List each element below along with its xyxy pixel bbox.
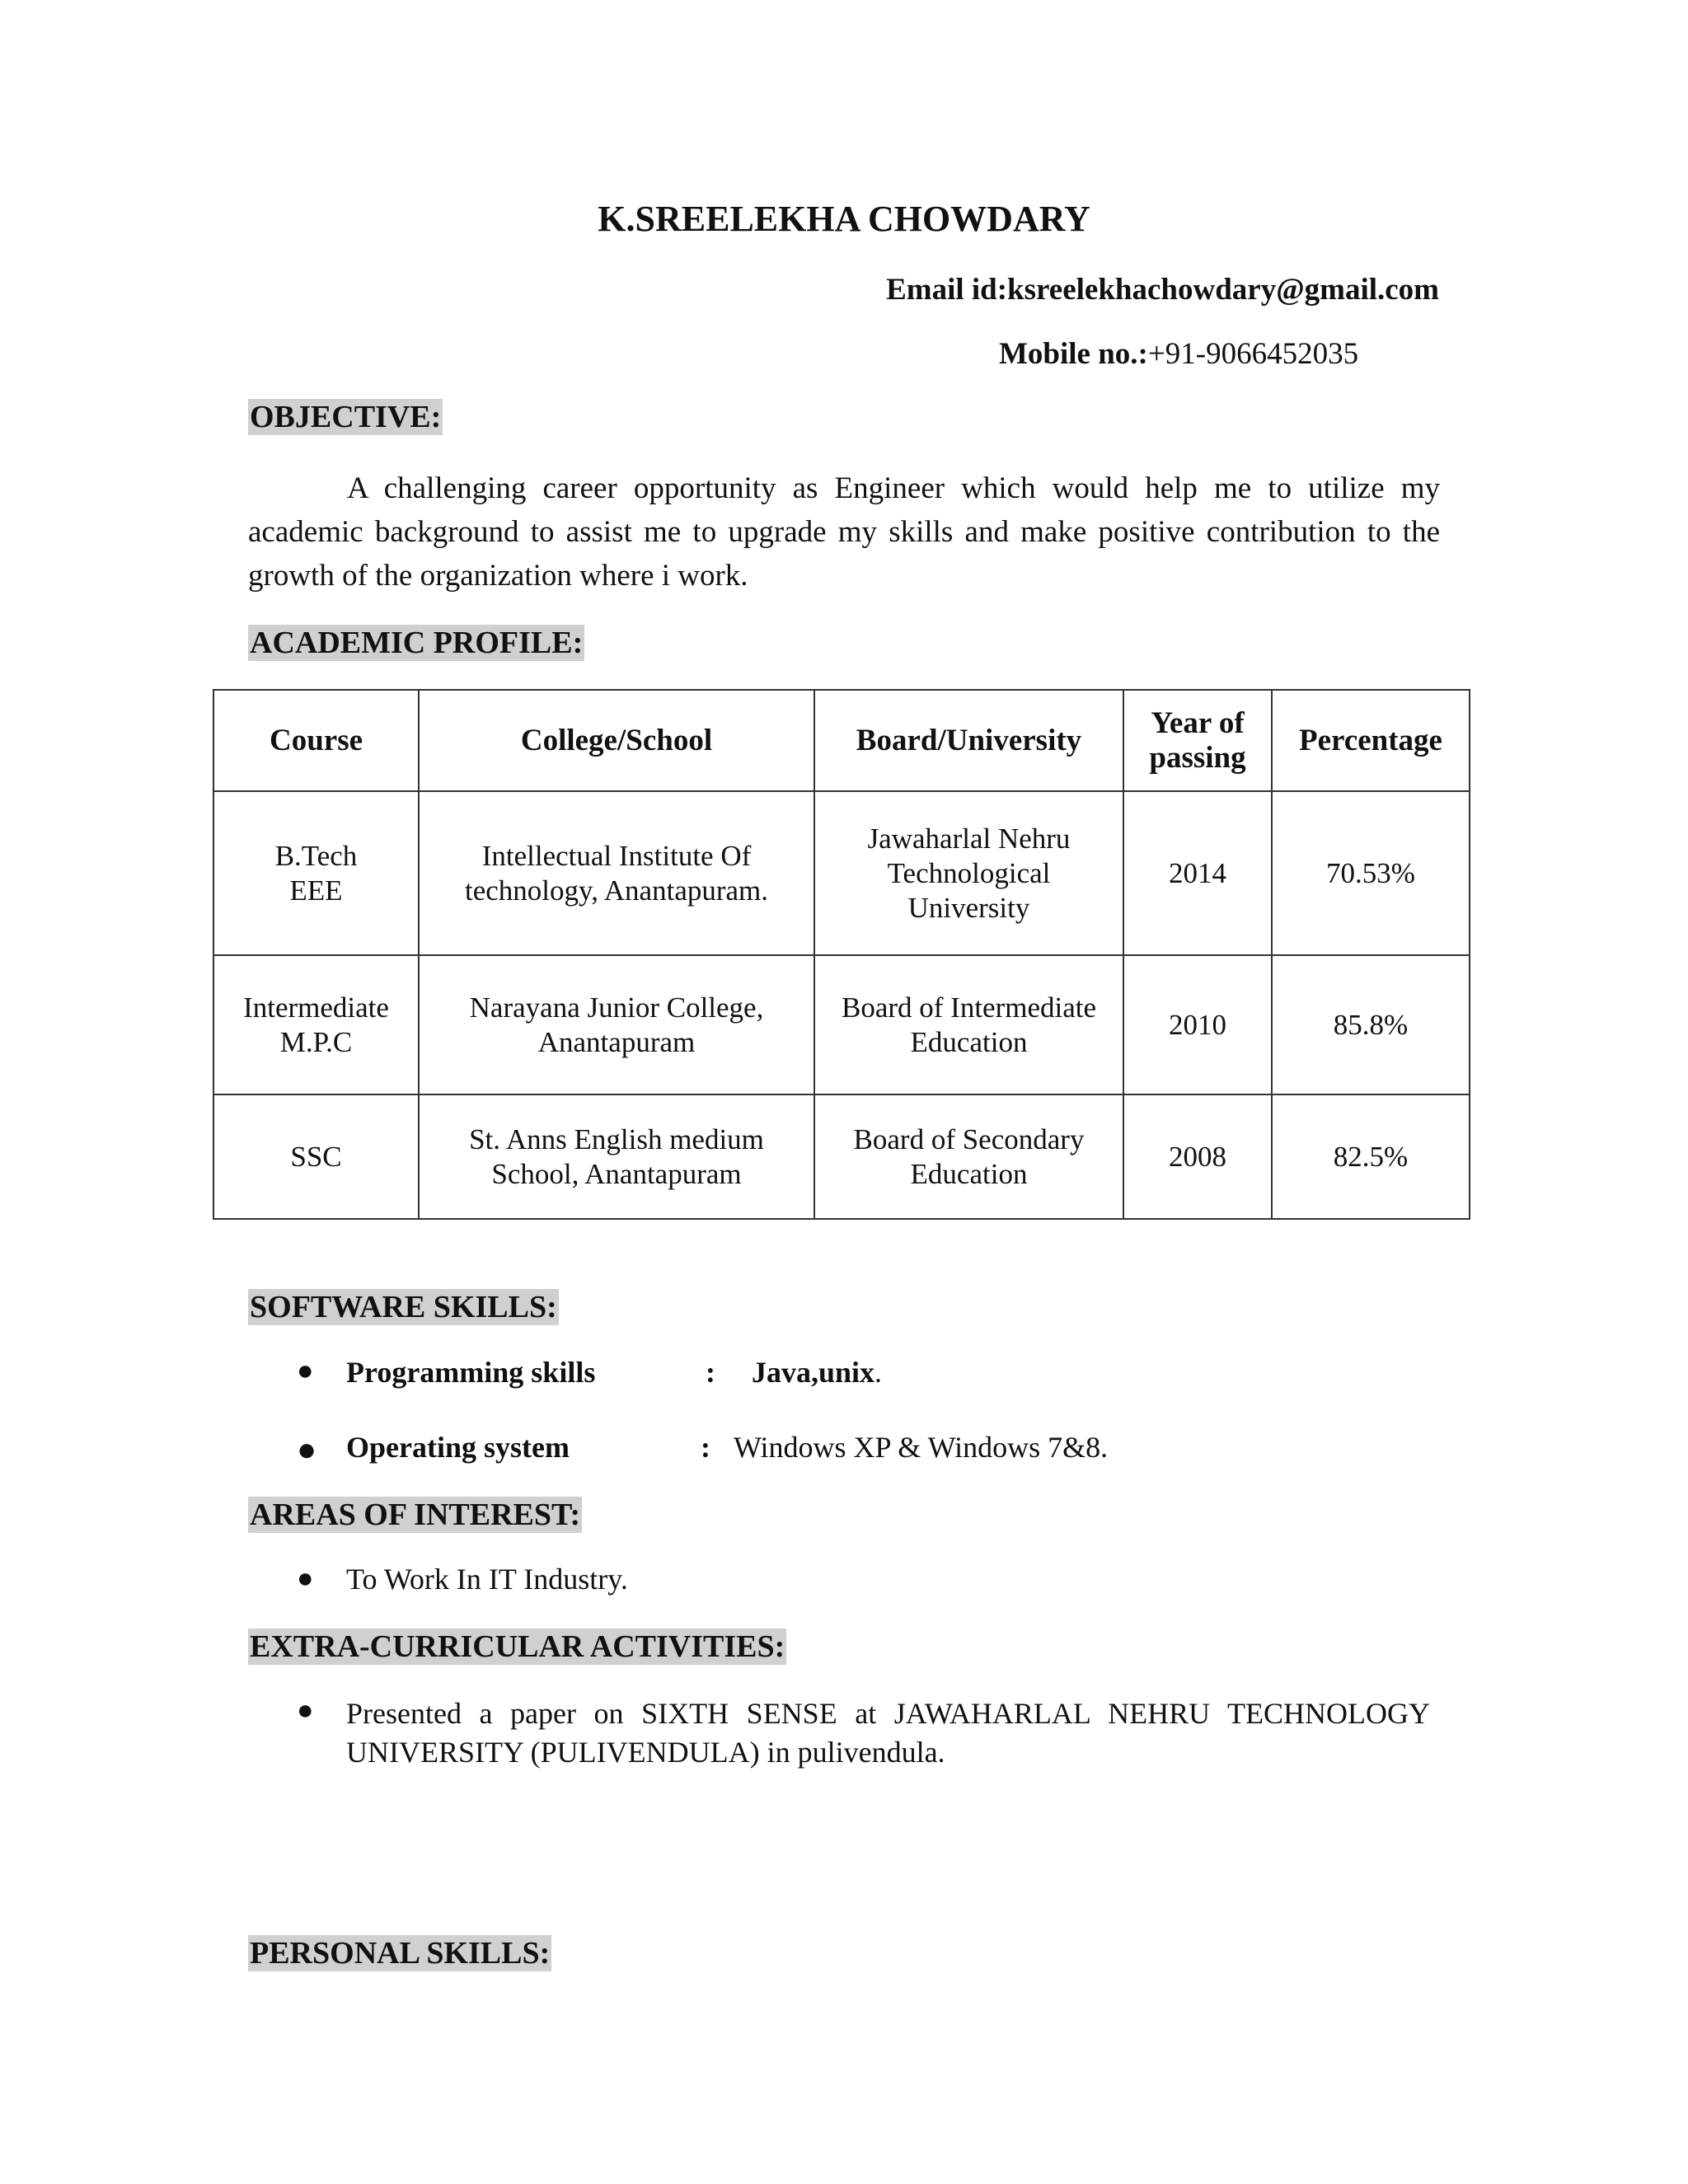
extra-curricular-heading: EXTRA-CURRICULAR ACTIVITIES: [250, 1629, 785, 1664]
academic-heading: ACADEMIC PROFILE: [250, 626, 584, 660]
cell-text: Board of Intermediate [841, 991, 1097, 1024]
objective-text: A challenging career opportunity as Engineer which would help me to utilize my academic background to assist me to upgrade my skills and make positive contribution to the growth of the organization where i work. [248, 471, 1440, 593]
activity-line-1: Presented a paper on SIXTH SENSE at JAWAHARLAL NEHRU TECHNOLOGY [346, 1697, 1430, 1730]
column-header-percentage: Percentage [1272, 690, 1470, 791]
activity-line-2: UNIVERSITY (PULIVENDULA) in pulivendula. [346, 1736, 945, 1769]
cell-course [213, 1094, 419, 1219]
column-header-board: Board/University [814, 690, 1123, 791]
interest-item: To Work In IT Industry. [346, 1563, 628, 1596]
email-line: Email id:ksreelekhachowdary@gmail.com [886, 273, 1439, 307]
skill-value [752, 1355, 882, 1390]
mobile-label: Mobile no.: [999, 337, 1148, 371]
cell-text: B.Tech [274, 839, 358, 872]
objective-heading: OBJECTIVE: [250, 400, 442, 434]
areas-of-interest-heading: AREAS OF INTEREST: [250, 1497, 581, 1532]
mobile-value: +91-9066452035 [1147, 337, 1359, 371]
bullet-icon: ● [297, 1563, 314, 1594]
table-header-row [213, 690, 1470, 791]
personal-skills-heading: PERSONAL SKILLS: [250, 1936, 551, 1971]
cell-college [419, 955, 814, 1094]
cell-year: 2010 [1123, 955, 1272, 1094]
skill-value-text: Java,unix [752, 1356, 875, 1389]
cell-college [419, 791, 814, 955]
cell-text: EEE [289, 874, 343, 907]
cell-text: M.P.C [279, 1025, 353, 1058]
cell-text: Board of Secondary [853, 1122, 1085, 1155]
cell-percentage: 70.53% [1272, 791, 1470, 955]
cell-percentage: 85.8% [1272, 955, 1470, 1094]
academic-table [213, 689, 1470, 1220]
bullet-icon: ● [297, 1431, 317, 1468]
cell-text: Education [910, 1157, 1028, 1190]
cell-board [814, 955, 1123, 1094]
skill-value-suffix: . [874, 1356, 883, 1389]
table-row [213, 791, 1470, 955]
table-row [213, 955, 1470, 1094]
skill-label: Programming skills [346, 1356, 596, 1389]
cell-year: 2014 [1123, 791, 1272, 955]
column-header-college: College/School [419, 690, 814, 791]
software-skills-heading: SOFTWARE SKILLS: [250, 1290, 557, 1324]
cell-text: Intermediate [243, 991, 389, 1024]
cell-board [814, 791, 1123, 955]
cell-text: Anantapuram [537, 1025, 696, 1058]
cell-year: 2008 [1123, 1094, 1272, 1219]
table-row [213, 1094, 1470, 1219]
cell-text: Technological [887, 856, 1051, 889]
cell-text: Narayana Junior College, [469, 991, 764, 1024]
cell-text: SSC [290, 1140, 342, 1173]
column-header-year-line: passing [1149, 740, 1246, 775]
cell-percentage: 82.5% [1272, 1094, 1470, 1219]
cell-text: St. Anns English medium [469, 1122, 764, 1155]
column-header-year [1123, 690, 1272, 791]
skill-label: Operating system [346, 1431, 570, 1464]
cell-text: Intellectual Institute Of [481, 839, 752, 872]
bullet-icon: ● [297, 1695, 314, 1726]
cell-text: Education [910, 1025, 1028, 1058]
bullet-icon: ● [297, 1356, 314, 1386]
cell-text: University [907, 891, 1030, 924]
cell-text: School, Anantapuram [491, 1157, 742, 1190]
cell-board [814, 1094, 1123, 1219]
cell-course [213, 955, 419, 1094]
skill-separator: : [701, 1431, 710, 1464]
candidate-name: K.SREELEKHA CHOWDARY [598, 199, 1090, 239]
mobile-line [999, 336, 1358, 372]
cell-course [213, 791, 419, 955]
column-header-year-line: Year of [1151, 705, 1245, 740]
skill-value: Windows XP & Windows 7&8. [734, 1431, 1109, 1464]
cell-text: technology, Anantapuram. [464, 874, 769, 907]
skill-separator: : [706, 1356, 715, 1389]
cell-college [419, 1094, 814, 1219]
cell-text: Jawaharlal Nehru [867, 822, 1071, 855]
column-header-course: Course [213, 690, 419, 791]
